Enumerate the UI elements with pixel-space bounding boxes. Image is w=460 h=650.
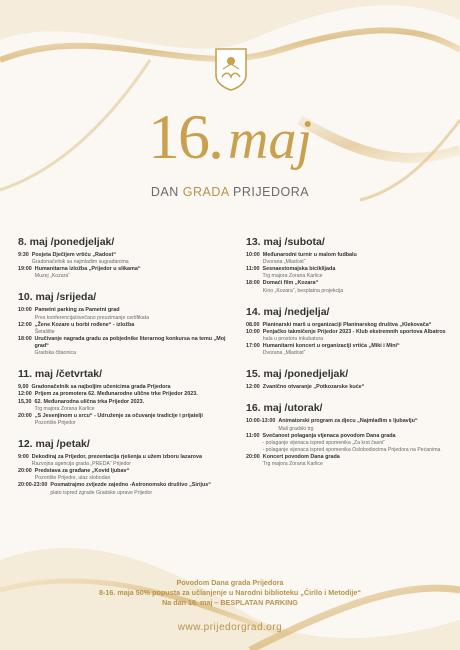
event-title: Međunarodni turnir u malom fudbalu <box>262 252 357 258</box>
event-body <box>263 280 343 294</box>
event-title: Humanitarna izložba „Prijedor u slikama“ <box>34 266 141 273</box>
footer-line-2: 8-16. maja 50% popusta za učlanjenje u Narodni biblioteku „Ćirilo i Metodije“ <box>99 588 361 597</box>
event-body <box>263 266 336 280</box>
event-title: Zvanično otvaranje „Potkozarske kuće“ <box>262 384 365 391</box>
event-location: Trg majora Zorana Karlice <box>262 273 323 280</box>
event-location: Kino „Kozara“, besplatna projekcija <box>262 287 344 294</box>
event-title: Svečanost polaganja vijenaca povodom Dana grada <box>262 432 396 439</box>
title-number: 16. <box>148 101 222 172</box>
event-body <box>32 252 129 266</box>
event-location: Dvorana „Mladost“ <box>262 350 306 357</box>
event-title: Penjačko takmičenje Prijedor 2023 - Klub ekstremnih sportova Albatros <box>262 328 446 335</box>
event-body <box>263 322 432 329</box>
event-time: 08.00 <box>246 321 260 328</box>
event-title: Pametni parking za Pametni grad <box>34 307 120 314</box>
event-row <box>246 266 452 280</box>
event-title: „Žene Kozare u borbi rođene“ - izložba <box>34 321 135 328</box>
day-block <box>246 306 452 358</box>
event-location: - polaganje vijenaca ispred spomenika „Za krst časni“ <box>262 439 386 446</box>
event-time: 9:00 <box>18 454 29 461</box>
event-row <box>246 384 452 391</box>
event-time: 10:00 <box>246 252 260 258</box>
event-location: Trg majora Zorana Karlice <box>262 461 323 468</box>
day-heading: 8. maj /ponedjeljak/ <box>18 236 115 248</box>
event-title: Gradonačelnik sa najboljim učenicima grada Prijedora <box>31 384 171 391</box>
event-row <box>246 322 452 329</box>
day-heading: 13. maj /subota/ <box>246 236 325 248</box>
event-time: 10:00 <box>18 307 32 314</box>
event-row <box>18 391 236 398</box>
city-crest-icon <box>214 47 248 91</box>
event-location: Gradska čitaonica <box>34 350 76 357</box>
event-location: Pozorište Prijedor, ulaz slobodan <box>34 475 111 482</box>
event-row <box>18 322 236 336</box>
event-body <box>278 418 417 432</box>
event-time: 9:30 <box>18 252 29 258</box>
event-body <box>35 399 145 413</box>
event-body <box>32 384 171 391</box>
program-column-right <box>246 236 452 479</box>
footer-notes <box>0 578 460 608</box>
event-time: 10:00 <box>246 328 260 335</box>
website-link[interactable]: www.prijedorgrad.org <box>177 622 283 633</box>
event-row <box>246 252 452 266</box>
event-time: 20:00 <box>18 468 32 475</box>
event-row <box>18 252 236 266</box>
day-heading: 16. maj /utorak/ <box>246 402 323 415</box>
event-location: - polaganje vijenaca ispred spomenika Oslobodiocima Prijedora na Pećanima <box>262 446 441 453</box>
event-body <box>35 413 203 427</box>
event-body <box>35 322 134 336</box>
day-heading: 14. maj /nedjelja/ <box>246 305 330 318</box>
event-body <box>263 384 365 391</box>
event-row <box>18 307 236 321</box>
event-row <box>18 413 236 427</box>
event-location: Dvorana „Mladost“ <box>262 259 306 266</box>
event-body <box>50 482 211 496</box>
event-time: 11:00 <box>246 432 260 439</box>
event-time: 12:00 <box>18 391 32 398</box>
event-title: Dekodiraj za Prijedor, prezentacija rješenja u užem izboru lazarova <box>31 454 202 461</box>
event-row <box>246 280 452 294</box>
event-time: 9,00 <box>18 384 29 391</box>
day-heading: 15. maj /ponedjeljak/ <box>246 368 349 381</box>
day-block <box>18 236 236 280</box>
event-body <box>263 433 441 454</box>
event-location: Pozorište Prijedor <box>34 420 76 427</box>
event-location: Mali gradski trg <box>278 425 314 432</box>
event-title: Planinarski marš u organizaciji Planinarskog društva „Klekovača“ <box>262 321 432 328</box>
event-time: 20:00 <box>18 412 32 419</box>
event-body <box>263 343 400 357</box>
event-title: Uručivanje nagrada gradu za pobjednike literarnog konkursa na temu „Moj grad“ <box>34 335 226 350</box>
event-time: 17:00 <box>246 343 260 350</box>
event-title: Posmatrajmo zvijezde zajedno -Astronomsko društvo „Sirijus“ <box>50 482 211 489</box>
event-title: Animatorski program za djecu „Najmlađim s ljubavlju“ <box>278 418 418 425</box>
event-location: Šetalište <box>34 328 55 335</box>
event-time: 18:00 <box>18 335 32 342</box>
day-heading: 10. maj /srijeda/ <box>18 291 97 304</box>
day-block <box>246 236 452 295</box>
event-time: 18:00 <box>246 280 260 287</box>
event-location: Razvojna agencija grada „PREDA“ Prijedor <box>31 461 131 468</box>
event-row <box>18 336 236 357</box>
event-body <box>35 391 198 398</box>
event-location: Trg majora Zorana Karlice <box>34 405 95 412</box>
event-location: Gradonačelnik sa najmlađim sugrađanima <box>31 259 129 266</box>
day-block <box>18 438 236 497</box>
event-row <box>246 343 452 357</box>
footer-line-1: Povodom Dana grada Prijedora <box>176 578 284 587</box>
day-heading: 11. maj /četvrtak/ <box>18 368 103 381</box>
event-row <box>246 433 452 454</box>
event-location: hala u prostoru inkubatora <box>262 336 324 343</box>
event-time: 20:00 <box>246 453 260 460</box>
day-block <box>18 291 236 357</box>
event-row <box>18 266 236 280</box>
day-heading: 12. maj /petak/ <box>18 438 90 451</box>
title-word: maj <box>228 109 312 171</box>
event-time: 12:00 <box>246 384 260 391</box>
program-column-left <box>18 236 236 508</box>
main-date-title <box>0 100 460 174</box>
event-title: Posjeta Dječijem vrtiću „Radost“ <box>31 252 116 258</box>
event-body <box>35 468 129 482</box>
footer-line-3: Na dan 16. maj – BESPLATAN PARKING <box>162 598 298 607</box>
event-body <box>263 252 357 266</box>
event-location: Pres konferencija/svečano preuzimanje certifikata <box>34 314 149 321</box>
event-time: 20:00-23:00 <box>18 482 48 489</box>
event-row <box>246 418 452 432</box>
event-title: Koncert povodom Dana grada <box>262 453 340 460</box>
event-body <box>35 266 141 280</box>
event-title: 62. Međunarodna ulična trka Prijedor 2023. <box>34 398 145 405</box>
event-row <box>18 482 236 496</box>
event-title: „S Jesenjinom u srcu“ - Udruženje za očuvanje tradicije i prijatelji <box>34 412 203 419</box>
event-location: Muzej „Kozara“ <box>34 273 70 280</box>
event-title: Sesnaestomajska biciklijada <box>262 266 336 273</box>
day-block <box>246 402 452 468</box>
event-row <box>246 454 452 468</box>
event-row <box>18 454 236 468</box>
event-body <box>263 329 446 343</box>
event-row <box>18 399 236 413</box>
event-body <box>34 336 236 357</box>
event-time: 19:00 <box>18 266 32 273</box>
subtitle-part-1: DAN <box>150 185 179 199</box>
event-body <box>32 454 202 468</box>
subtitle <box>0 185 460 199</box>
day-block <box>18 368 236 427</box>
event-time: 11:00 <box>246 266 260 273</box>
event-location: plato ispred zgrade Gradske uprave Prijedor <box>50 489 153 496</box>
event-row <box>246 329 452 343</box>
event-row <box>18 468 236 482</box>
event-title: Predstava za građane „Kovid ljubav“ <box>34 468 130 475</box>
subtitle-part-2: GRADA <box>182 185 230 199</box>
event-time: 10:00-13:00 <box>246 418 276 425</box>
subtitle-part-3: PRIJEDORA <box>233 185 310 199</box>
event-title: Domaći film „Kozara“ <box>262 280 319 287</box>
day-block <box>246 368 452 391</box>
event-time: 15,30 <box>18 398 32 405</box>
event-body <box>35 307 149 321</box>
event-title: Prijem za promotera 62. Međunarodne ulične trke Prijedor 2023. <box>34 391 198 398</box>
event-title: Humanitarni koncert u organizaciji vrtića „Miki i Mini“ <box>262 343 400 350</box>
event-time: 12:00 <box>18 321 32 328</box>
event-row <box>18 384 236 391</box>
event-body <box>263 454 340 468</box>
